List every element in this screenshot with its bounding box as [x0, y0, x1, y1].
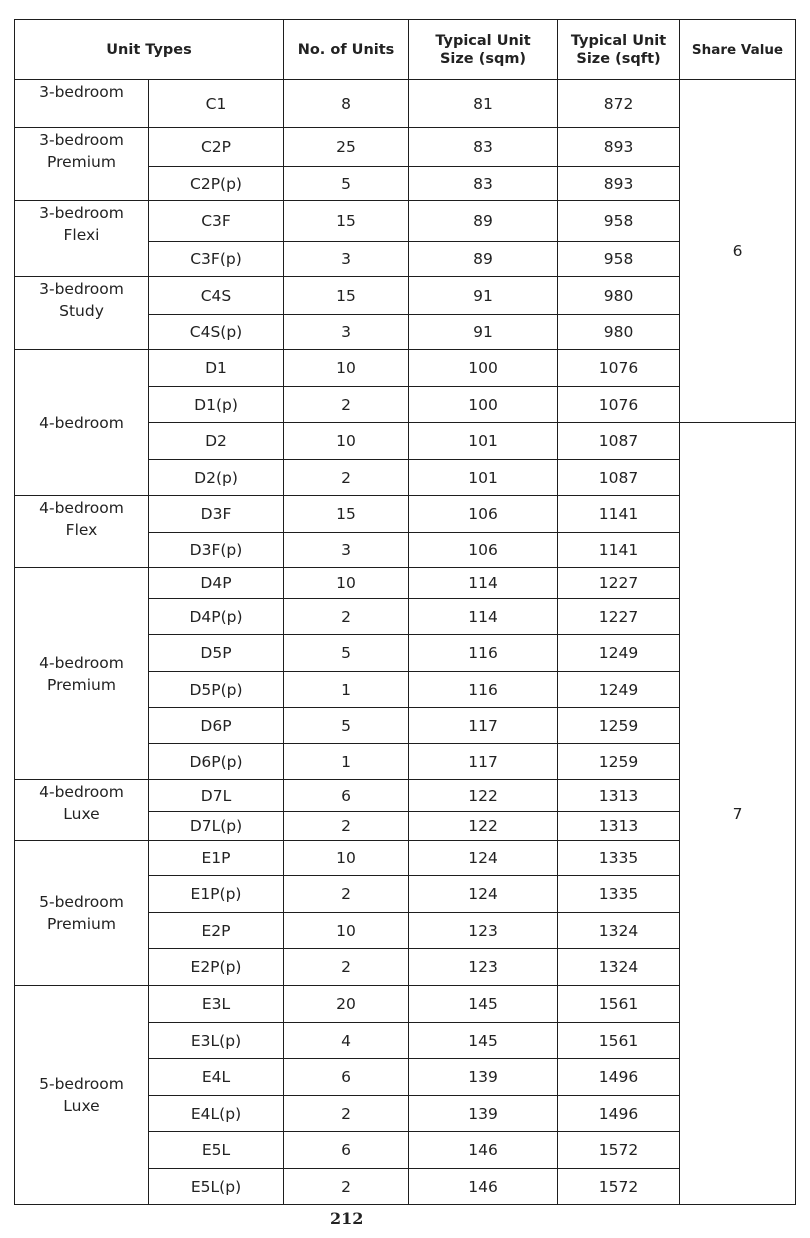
size-sqm-cell: 124 — [409, 876, 558, 913]
header-size-sqm — [409, 20, 558, 80]
size-sqft-cell: 1076 — [558, 387, 680, 423]
size-sqm-cell: 101 — [409, 423, 558, 460]
unit-type-name: 3-bedroom — [39, 131, 124, 149]
size-sqm-cell: 100 — [409, 387, 558, 423]
unit-code-cell: E2P — [149, 913, 284, 949]
units-count-cell: 2 — [284, 387, 409, 423]
units-count-cell: 2 — [284, 812, 409, 841]
units-count-cell: 2 — [284, 949, 409, 986]
units-count-cell: 4 — [284, 1023, 409, 1059]
size-sqft-cell: 872 — [558, 80, 680, 128]
unit-code-cell: D5P(p) — [149, 672, 284, 708]
unit-type-name: 3-bedroom — [39, 204, 124, 222]
units-count-cell: 20 — [284, 986, 409, 1023]
size-sqft-cell: 1087 — [558, 460, 680, 496]
unit-code-cell: E5L — [149, 1132, 284, 1169]
unit-type-variant: Flexi — [63, 226, 100, 244]
size-sqm-cell: 89 — [409, 242, 558, 277]
size-sqft-cell: 1249 — [558, 672, 680, 708]
unit-code-cell: D6P(p) — [149, 744, 284, 780]
header-row — [15, 20, 796, 80]
table-row — [15, 841, 796, 876]
size-sqm-cell: 124 — [409, 841, 558, 876]
unit-type-cell — [15, 568, 149, 780]
unit-code-cell: E2P(p) — [149, 949, 284, 986]
table-body — [15, 80, 796, 1205]
units-count-cell: 2 — [284, 1096, 409, 1132]
size-sqm-cell: 83 — [409, 128, 558, 167]
unit-code-cell: C4S(p) — [149, 315, 284, 350]
share-value-cell: 7 — [680, 423, 796, 1205]
units-count-cell: 6 — [284, 1132, 409, 1169]
units-count-cell: 10 — [284, 841, 409, 876]
table-row — [15, 277, 796, 315]
size-sqm-cell: 91 — [409, 315, 558, 350]
size-sqft-cell: 1141 — [558, 496, 680, 533]
units-count-cell: 2 — [284, 460, 409, 496]
unit-code-cell: C1 — [149, 80, 284, 128]
size-sqm-cell: 146 — [409, 1169, 558, 1205]
units-count-cell: 10 — [284, 913, 409, 949]
size-sqft-cell: 1496 — [558, 1059, 680, 1096]
unit-code-cell: D5P — [149, 635, 284, 672]
unit-type-name: 4-bedroom — [39, 653, 124, 672]
units-count-cell: 6 — [284, 1059, 409, 1096]
units-count-cell: 15 — [284, 277, 409, 315]
size-sqft-cell: 1313 — [558, 780, 680, 812]
unit-type-cell — [15, 841, 149, 986]
size-sqft-cell: 1335 — [558, 841, 680, 876]
table-row — [15, 128, 796, 167]
unit-code-cell: D7L(p) — [149, 812, 284, 841]
table-row — [15, 80, 796, 128]
table-row — [15, 201, 796, 242]
size-sqft-cell: 1249 — [558, 635, 680, 672]
units-count-cell: 15 — [284, 496, 409, 533]
size-sqft-cell: 1259 — [558, 744, 680, 780]
units-count-cell: 1 — [284, 672, 409, 708]
size-sqft-cell: 980 — [558, 315, 680, 350]
unit-code-cell: E4L(p) — [149, 1096, 284, 1132]
unit-type-cell — [15, 128, 149, 201]
size-sqft-cell: 1324 — [558, 913, 680, 949]
unit-type-variant: Premium — [47, 915, 116, 933]
unit-code-cell: D6P — [149, 708, 284, 744]
size-sqm-cell: 91 — [409, 277, 558, 315]
table-row — [15, 350, 796, 387]
units-count-cell: 1 — [284, 744, 409, 780]
units-count-cell: 5 — [284, 635, 409, 672]
unit-types-table — [14, 19, 796, 1205]
size-sqm-cell: 114 — [409, 568, 558, 599]
units-count-cell: 2 — [284, 876, 409, 913]
size-sqm-cell: 106 — [409, 533, 558, 568]
unit-type-name: 3-bedroom — [39, 83, 124, 101]
size-sqm-cell: 81 — [409, 80, 558, 128]
unit-type-cell — [15, 986, 149, 1205]
header-no-of-units: No. of Units — [284, 20, 409, 80]
unit-type-variant: Luxe — [63, 1097, 100, 1115]
header-size-sqm-line1: Typical Unit — [435, 32, 531, 49]
unit-type-variant: Study — [59, 302, 104, 320]
units-count-cell: 2 — [284, 599, 409, 635]
size-sqft-cell: 1227 — [558, 568, 680, 599]
unit-code-cell: C3F — [149, 201, 284, 242]
size-sqm-cell: 117 — [409, 744, 558, 780]
size-sqft-cell: 893 — [558, 128, 680, 167]
size-sqft-cell: 1227 — [558, 599, 680, 635]
size-sqm-cell: 116 — [409, 635, 558, 672]
unit-type-name: 5-bedroom — [39, 1075, 124, 1093]
page-number: 212 — [330, 1209, 364, 1228]
unit-code-cell: C2P — [149, 128, 284, 167]
size-sqft-cell: 1259 — [558, 708, 680, 744]
size-sqm-cell: 139 — [409, 1059, 558, 1096]
unit-code-cell: E1P(p) — [149, 876, 284, 913]
units-count-cell: 10 — [284, 568, 409, 599]
table-row — [15, 780, 796, 812]
size-sqm-cell: 139 — [409, 1096, 558, 1132]
unit-type-cell — [15, 350, 149, 496]
size-sqft-cell: 1561 — [558, 1023, 680, 1059]
unit-type-cell — [15, 277, 149, 350]
table-row — [15, 496, 796, 533]
header-size-sqm-line2: Size (sqm) — [439, 50, 527, 67]
size-sqm-cell: 123 — [409, 913, 558, 949]
unit-type-cell — [15, 80, 149, 128]
size-sqft-cell: 958 — [558, 201, 680, 242]
unit-code-cell: D1(p) — [149, 387, 284, 423]
unit-code-cell: C2P(p) — [149, 167, 284, 201]
size-sqft-cell: 958 — [558, 242, 680, 277]
size-sqm-cell: 114 — [409, 599, 558, 635]
unit-type-name: 4-bedroom — [39, 499, 124, 517]
table-row — [15, 986, 796, 1023]
table-row — [15, 568, 796, 599]
size-sqm-cell: 106 — [409, 496, 558, 533]
unit-type-name: 3-bedroom — [39, 280, 124, 298]
unit-code-cell: D4P(p) — [149, 599, 284, 635]
unit-code-cell: D7L — [149, 780, 284, 812]
size-sqft-cell: 1324 — [558, 949, 680, 986]
units-count-cell: 6 — [284, 780, 409, 812]
size-sqft-cell: 1335 — [558, 876, 680, 913]
header-share-value: Share Value — [680, 20, 796, 80]
unit-code-cell: D1 — [149, 350, 284, 387]
size-sqft-cell: 1561 — [558, 986, 680, 1023]
size-sqm-cell: 122 — [409, 812, 558, 841]
size-sqft-cell: 1572 — [558, 1169, 680, 1205]
unit-type-cell — [15, 201, 149, 277]
units-count-cell: 3 — [284, 533, 409, 568]
header-unit-types: Unit Types — [15, 20, 284, 80]
size-sqm-cell: 117 — [409, 708, 558, 744]
unit-code-cell: C3F(p) — [149, 242, 284, 277]
unit-type-name: 4-bedroom — [39, 783, 124, 801]
units-count-cell: 5 — [284, 708, 409, 744]
size-sqft-cell: 1087 — [558, 423, 680, 460]
unit-code-cell: D2 — [149, 423, 284, 460]
size-sqft-cell: 1076 — [558, 350, 680, 387]
unit-code-cell: D2(p) — [149, 460, 284, 496]
share-value-cell: 6 — [680, 80, 796, 423]
size-sqm-cell: 145 — [409, 986, 558, 1023]
unit-code-cell: D3F — [149, 496, 284, 533]
size-sqft-cell: 1496 — [558, 1096, 680, 1132]
units-count-cell: 5 — [284, 167, 409, 201]
size-sqm-cell: 100 — [409, 350, 558, 387]
size-sqft-cell: 1313 — [558, 812, 680, 841]
units-count-cell: 15 — [284, 201, 409, 242]
unit-code-cell: D4P — [149, 568, 284, 599]
unit-code-cell: D3F(p) — [149, 533, 284, 568]
size-sqm-cell: 83 — [409, 167, 558, 201]
unit-type-variant: Luxe — [63, 805, 100, 823]
unit-type-name: 5-bedroom — [39, 893, 124, 911]
header-size-sqft-line1: Typical Unit — [570, 32, 667, 49]
size-sqm-cell: 123 — [409, 949, 558, 986]
size-sqm-cell: 89 — [409, 201, 558, 242]
units-count-cell: 10 — [284, 350, 409, 387]
unit-code-cell: E4L — [149, 1059, 284, 1096]
size-sqft-cell: 1141 — [558, 533, 680, 568]
units-count-cell: 3 — [284, 242, 409, 277]
header-size-sqft — [558, 20, 680, 80]
units-count-cell: 10 — [284, 423, 409, 460]
size-sqm-cell: 146 — [409, 1132, 558, 1169]
size-sqft-cell: 980 — [558, 277, 680, 315]
unit-type-cell — [15, 496, 149, 568]
unit-type-variant: Flex — [65, 521, 98, 539]
unit-type-name: 4-bedroom — [39, 413, 124, 432]
units-count-cell: 2 — [284, 1169, 409, 1205]
units-count-cell: 8 — [284, 80, 409, 128]
size-sqm-cell: 122 — [409, 780, 558, 812]
size-sqm-cell: 145 — [409, 1023, 558, 1059]
unit-type-variant: Premium — [47, 153, 116, 171]
unit-code-cell: E3L — [149, 986, 284, 1023]
unit-code-cell: E3L(p) — [149, 1023, 284, 1059]
size-sqft-cell: 893 — [558, 167, 680, 201]
size-sqft-cell: 1572 — [558, 1132, 680, 1169]
unit-type-variant: Premium — [47, 675, 116, 694]
units-count-cell: 25 — [284, 128, 409, 167]
size-sqm-cell: 116 — [409, 672, 558, 708]
unit-code-cell: C4S — [149, 277, 284, 315]
units-count-cell: 3 — [284, 315, 409, 350]
header-size-sqft-line2: Size (sqft) — [576, 50, 661, 67]
unit-type-cell — [15, 780, 149, 841]
unit-code-cell: E1P — [149, 841, 284, 876]
unit-code-cell: E5L(p) — [149, 1169, 284, 1205]
size-sqm-cell: 101 — [409, 460, 558, 496]
